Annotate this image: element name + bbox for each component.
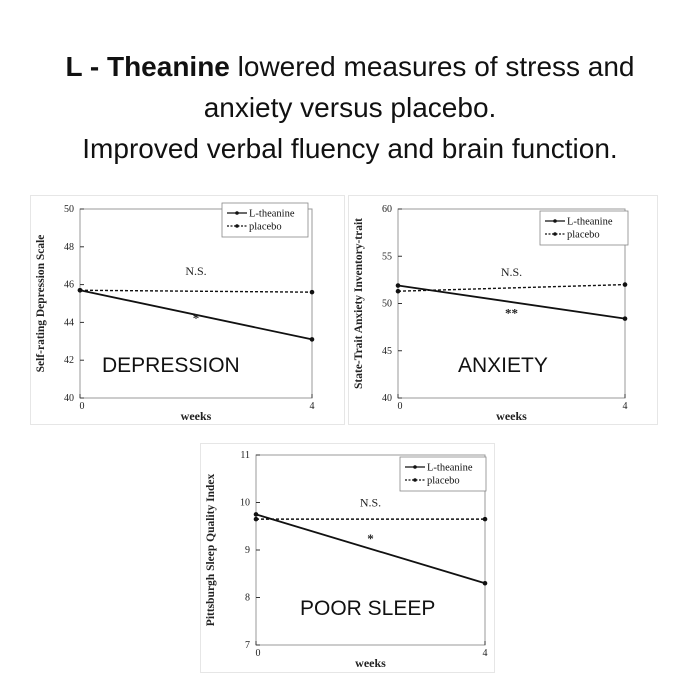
data-point-placebo [623, 282, 628, 287]
annotation: N.S. [500, 265, 523, 280]
legend-label-placebo: placebo [249, 221, 282, 233]
y-tick-label: 42 [64, 355, 74, 367]
sleep-chart [200, 443, 495, 673]
overlay-label: POOR SLEEP [300, 597, 436, 620]
x-tick-label: 4 [309, 401, 315, 412]
headline-line-1 [0, 46, 700, 87]
overlay-label: ANXIETY [458, 354, 548, 377]
data-point-l-theanine [310, 337, 315, 342]
depression-chart [30, 195, 345, 425]
headline-line-3: Improved verbal fluency and brain function. [82, 133, 618, 164]
x-axis-label: weeks [355, 656, 386, 670]
x-tick-label: 4 [622, 401, 628, 412]
x-tick-label: 4 [482, 648, 488, 659]
y-axis-label: Self-rating Depression Scale [35, 234, 47, 373]
headline-bold: L - Theanine [65, 51, 230, 82]
headline-line-2: anxiety versus placebo. [203, 92, 497, 123]
y-tick-label: 40 [382, 393, 392, 404]
annotation: N.S. [185, 264, 207, 279]
overlay-label: DEPRESSION [102, 354, 240, 377]
x-axis-label: weeks [180, 409, 212, 423]
y-axis-label: Pittsburgh Sleep Quality Index [205, 473, 217, 627]
legend-label-l-theanine: L-theanine [249, 208, 295, 220]
legend-label-l-theanine: L-theanine [427, 462, 473, 474]
y-tick-label: 50 [64, 204, 74, 215]
y-tick-label: 60 [382, 204, 392, 215]
x-tick-label: 0 [397, 401, 403, 412]
legend-label-placebo: placebo [567, 229, 600, 241]
data-point-l-theanine [623, 316, 628, 321]
y-tick-label: 10 [240, 497, 250, 509]
legend-marker-placebo [413, 478, 417, 482]
headline [0, 46, 700, 169]
x-axis-label: weeks [496, 409, 527, 423]
y-tick-label: 46 [64, 279, 74, 291]
y-tick-label: 55 [382, 251, 392, 263]
y-tick-label: 48 [64, 241, 74, 253]
y-tick-label: 40 [64, 393, 74, 404]
annotation: ** [505, 305, 518, 321]
data-point-l-theanine [396, 283, 401, 288]
y-tick-label: 11 [240, 450, 250, 461]
y-tick-label: 45 [382, 345, 392, 357]
legend-label-l-theanine: L-theanine [567, 216, 613, 228]
annotation: * [367, 530, 374, 546]
data-point-placebo [78, 288, 83, 293]
legend-marker-placebo [553, 232, 557, 236]
annotation: N.S. [359, 495, 382, 510]
data-point-placebo [396, 289, 401, 294]
legend-marker-l-theanine [235, 211, 239, 215]
data-point-placebo [310, 290, 315, 295]
annotation: * [192, 310, 200, 326]
legend-marker-l-theanine [413, 465, 417, 469]
anxiety-chart [348, 195, 658, 425]
data-point-l-theanine [254, 512, 259, 517]
legend-marker-l-theanine [553, 219, 557, 223]
y-tick-label: 8 [245, 592, 250, 604]
data-point-placebo [254, 517, 259, 522]
y-tick-label: 50 [382, 298, 392, 310]
y-tick-label: 44 [64, 317, 74, 329]
data-point-placebo [483, 517, 488, 522]
legend-label-placebo: placebo [427, 475, 460, 487]
legend-marker-placebo [235, 224, 239, 228]
headline-line-1-rest: lowered measures of stress and [229, 51, 635, 82]
x-tick-label: 0 [79, 401, 85, 412]
y-tick-label: 9 [245, 545, 250, 556]
data-point-l-theanine [483, 581, 488, 586]
x-tick-label: 0 [255, 648, 261, 659]
y-tick-label: 7 [245, 640, 250, 651]
y-axis-label: State-Trait Anxiety Inventory-trait [353, 218, 365, 389]
